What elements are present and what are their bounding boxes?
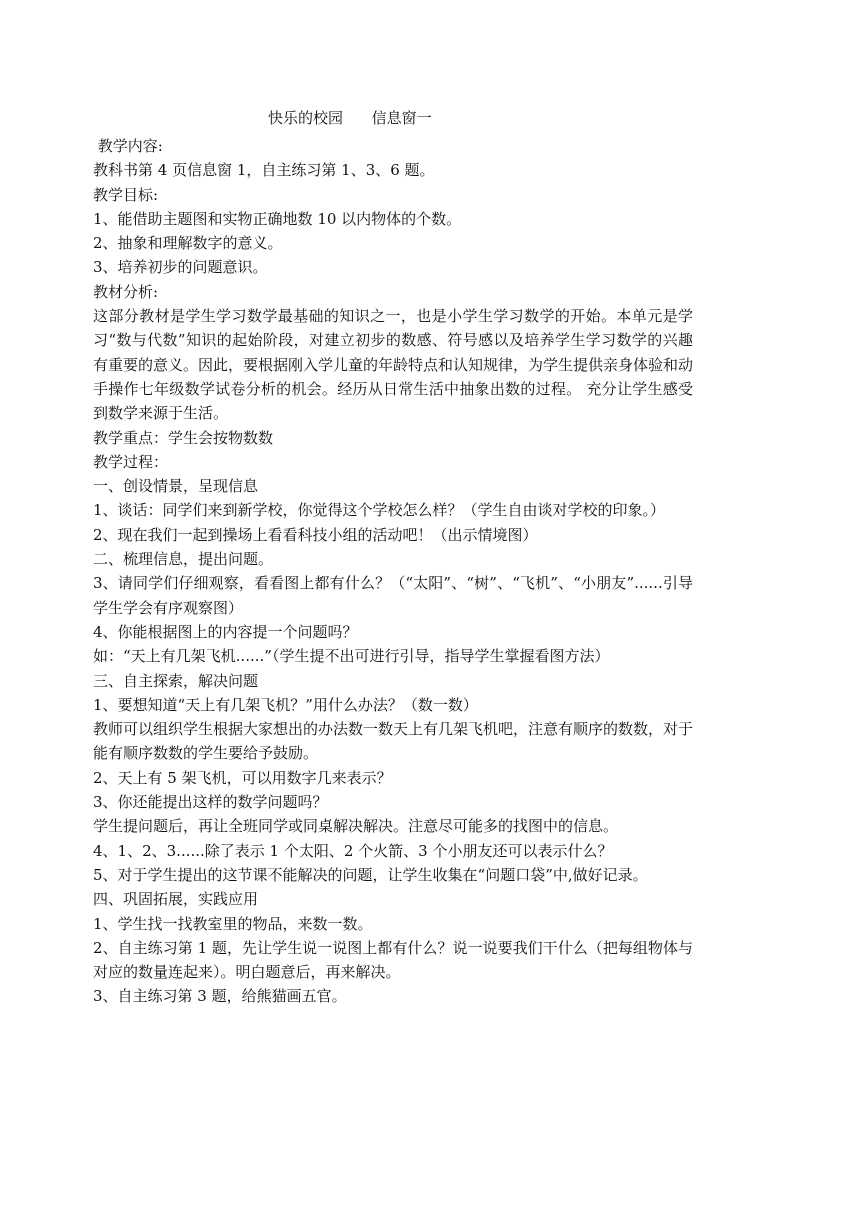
step-heading: 二、梳理信息，提出问题。 xyxy=(93,550,274,569)
paragraph-line: 4、1、2、3......除了表示 1 个太阳、2 个火箭、3 个小朋友还可以表示什么？ xyxy=(93,841,613,860)
paragraph-line: 如：“天上有几架飞机......”（学生提不出可进行引导，指导学生掌握看图方法） xyxy=(93,647,610,666)
paragraph-line: 2、现在我们一起到操场上看看科技小组的活动吧！（出示情境图） xyxy=(93,525,538,544)
paragraph-line: 教科书第 4 页信息窗 1，自主练习第 1、3、6 题。 xyxy=(93,161,435,180)
step-heading: 三、自主探索，解决问题 xyxy=(93,671,259,690)
paragraph-line: 3、培养初步的问题意识。 xyxy=(93,258,268,277)
paragraph-line: 1、能借助主题图和实物正确地数 10 以内物体的个数。 xyxy=(93,209,462,228)
section-heading-goals: 教学目标: xyxy=(93,185,159,204)
paragraph-line: 2、抽象和理解数字的意义。 xyxy=(93,234,283,253)
paragraph-line: 1、谈话：同学们来到新学校，你觉得这个学校怎么样？（学生自由谈对学校的印象。） xyxy=(93,501,666,520)
document-body xyxy=(93,134,693,1009)
paragraph-line: 教师可以组织学生根据大家想出的办法数一数天上有几架飞机吧，注意有顺序的数数，对于能有顺序数数的学生要给予鼓励。 xyxy=(93,720,694,763)
step-heading: 一、创设情景，呈现信息 xyxy=(93,477,259,496)
paragraph-line: 4、你能根据图上的内容提一个问题吗？ xyxy=(93,622,358,641)
document-title: 快乐的校园 信息窗一 xyxy=(268,109,432,127)
step-heading: 四、巩固拓展，实践应用 xyxy=(93,890,259,909)
paragraph-line: 3、请同学们仔细观察，看看图上都有什么？（“太阳”、“树”、“飞机”、“小朋友”......引导学生学会有序观察图） xyxy=(93,574,693,617)
section-heading-content: 教学内容: xyxy=(93,137,163,155)
paragraph-line: 5、对于学生提出的这节课不能解决的问题，让学生收集在“问题口袋”中,做好记录。 xyxy=(93,865,648,884)
paragraph-line: 1、要想知道“天上有几架飞机？”用什么办法？（数一数） xyxy=(93,695,478,714)
paragraph-line: 2、自主练习第 1 题，先让学生说一说图上都有什么？说一说要我们干什么（把每组物体与对应的数量连起来）。明白题意后，再来解决。 xyxy=(93,938,693,982)
paragraph-line: 教学重点：学生会按物数数 xyxy=(93,428,274,447)
section-heading-process: 教学过程： xyxy=(93,452,169,471)
paragraph-line: 2、天上有 5 架飞机，可以用数字几来表示？ xyxy=(93,768,392,787)
paragraph-line: 1、学生找一找教室里的物品，来数一数。 xyxy=(93,914,373,933)
paragraph-line: 3、自主练习第 3 题，给熊猫画五官。 xyxy=(93,987,347,1006)
paragraph-line: 3、你还能提出这样的数学问题吗？ xyxy=(93,793,328,812)
paragraph-line: 学生提问题后，再让全班同学或同桌解决解决。注意尽可能多的找图中的信息。 xyxy=(93,817,619,836)
section-heading-analysis: 教材分析: xyxy=(93,282,159,301)
paragraph-analysis: 这部分教材是学生学习数学最基础的知识之一，也是小学生学习数学的开始。本单元是学习“数与代数”知识的起始阶段，对建立初步的数感、符号感以及培养学生学习数学的兴趣有重要的意义。因此，要根据刚入学儿童的年龄特点和认知规律，为学生提供亲身体验和动手操作七年级数学试卷分析的机会。经历从日常生活中抽象出数的过程。 充分让学生感受到数学来源于生活。 xyxy=(93,307,694,423)
